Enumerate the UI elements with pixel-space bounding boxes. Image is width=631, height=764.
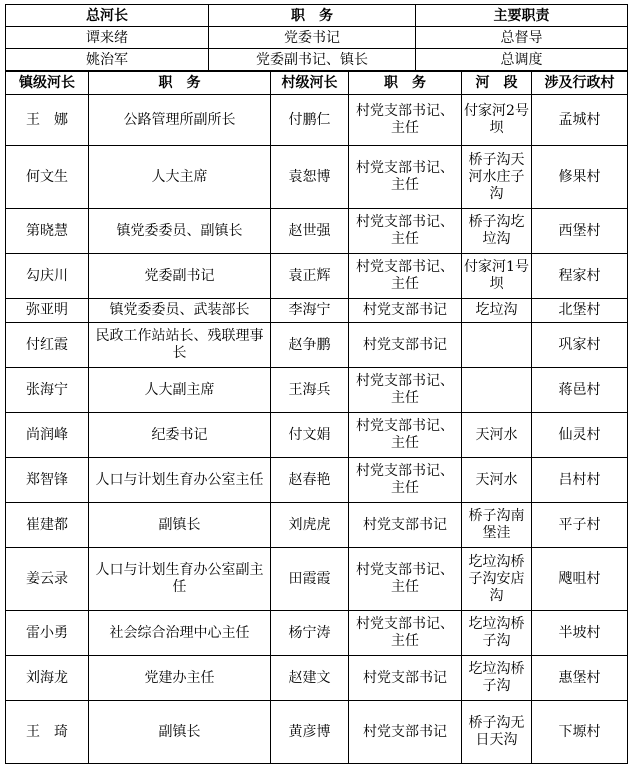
table-cell: 村党支部书记、主任 — [349, 146, 462, 209]
table-cell: 雷小勇 — [6, 611, 89, 656]
table-cell: 村党支部书记 — [349, 323, 462, 368]
table-row — [6, 27, 628, 49]
table-cell: 西堡村 — [532, 209, 628, 254]
table-cell: 公路管理所副所长 — [89, 95, 271, 146]
column-header: 总河长 — [6, 5, 209, 27]
table-cell: 村党支部书记、主任 — [349, 458, 462, 503]
table-cell: 村党支部书记 — [349, 299, 462, 323]
table-cell: 袁恕博 — [271, 146, 349, 209]
table-cell: 姚治军 — [6, 49, 209, 71]
table-cell: 村党支部书记、主任 — [349, 548, 462, 611]
table-cell: 镇党委委员、副镇长 — [89, 209, 271, 254]
table-row — [6, 701, 628, 764]
table-cell — [462, 368, 532, 413]
table-cell: 北堡村 — [532, 299, 628, 323]
table-row — [6, 323, 628, 368]
table-row — [6, 209, 628, 254]
table-cell: 半坡村 — [532, 611, 628, 656]
table-cell: 田霞霞 — [271, 548, 349, 611]
table-cell: 党委书记 — [209, 27, 416, 49]
table-cell: 村党支部书记、主任 — [349, 368, 462, 413]
table-cell: 勾庆川 — [6, 254, 89, 299]
table-row — [6, 368, 628, 413]
river-chief-assignment-table — [5, 71, 628, 764]
table-cell: 程家村 — [532, 254, 628, 299]
table-cell: 付家河1号坝 — [462, 254, 532, 299]
table-cell: 村党支部书记、主任 — [349, 95, 462, 146]
table-cell: 下塬村 — [532, 701, 628, 764]
table-cell: 党委副书记、镇长 — [209, 49, 416, 71]
table-cell: 何文生 — [6, 146, 89, 209]
column-header: 职 务 — [209, 5, 416, 27]
table-row — [6, 146, 628, 209]
table-cell: 孟城村 — [532, 95, 628, 146]
table-cell: 付文娟 — [271, 413, 349, 458]
table-cell: 郑智锋 — [6, 458, 89, 503]
table-cell: 社会综合治理中心主任 — [89, 611, 271, 656]
table-cell: 村党支部书记 — [349, 656, 462, 701]
table-cell: 民政工作站站长、残联理事长 — [89, 323, 271, 368]
table-cell: 平子村 — [532, 503, 628, 548]
table-cell: 村党支部书记、主任 — [349, 611, 462, 656]
table-cell: 第晓慧 — [6, 209, 89, 254]
table-row — [6, 49, 628, 71]
table-cell: 修果村 — [532, 146, 628, 209]
table-cell: 惠堡村 — [532, 656, 628, 701]
table-cell: 黄彦博 — [271, 701, 349, 764]
table-cell: 人大主席 — [89, 146, 271, 209]
table-cell: 谭来绪 — [6, 27, 209, 49]
table-cell: 桥子沟无日天沟 — [462, 701, 532, 764]
table-cell: 付鹏仁 — [271, 95, 349, 146]
table-cell: 桥子沟南堡洼 — [462, 503, 532, 548]
table-cell: 天河水 — [462, 458, 532, 503]
table-cell: 桥子沟天河水庄子沟 — [462, 146, 532, 209]
column-header: 职 务 — [349, 72, 462, 95]
table-cell: 赵争鹏 — [271, 323, 349, 368]
table-cell: 姜云录 — [6, 548, 89, 611]
table-cell: 王 娜 — [6, 95, 89, 146]
table-cell: 张海宁 — [6, 368, 89, 413]
table-cell: 李海宁 — [271, 299, 349, 323]
table-cell: 刘海龙 — [6, 656, 89, 701]
table-row — [6, 458, 628, 503]
table-cell: 副镇长 — [89, 503, 271, 548]
table-cell: 杨宁涛 — [271, 611, 349, 656]
table-cell: 圪垃沟桥子沟 — [462, 611, 532, 656]
table-row — [6, 656, 628, 701]
table-row — [6, 548, 628, 611]
table-row — [6, 299, 628, 323]
table-cell: 副镇长 — [89, 701, 271, 764]
table-cell: 尚润峰 — [6, 413, 89, 458]
table-cell: 王海兵 — [271, 368, 349, 413]
table-cell: 赵世强 — [271, 209, 349, 254]
table-row — [6, 503, 628, 548]
table-cell: 刘虎虎 — [271, 503, 349, 548]
table-header-row — [6, 5, 628, 27]
table-cell: 仙灵村 — [532, 413, 628, 458]
table-row — [6, 254, 628, 299]
column-header: 涉及行政村 — [532, 72, 628, 95]
table-cell: 党委副书记 — [89, 254, 271, 299]
table-cell: 人大副主席 — [89, 368, 271, 413]
table-cell: 村党支部书记 — [349, 701, 462, 764]
table-row — [6, 611, 628, 656]
column-header: 镇级河长 — [6, 72, 89, 95]
table-cell: 飕咀村 — [532, 548, 628, 611]
table-cell: 赵春艳 — [271, 458, 349, 503]
table-cell: 总督导 — [416, 27, 628, 49]
table-cell: 天河水 — [462, 413, 532, 458]
column-header: 主要职责 — [416, 5, 628, 27]
table-cell: 圪垃沟桥子沟安店沟 — [462, 548, 532, 611]
table-cell: 赵建文 — [271, 656, 349, 701]
column-header: 河 段 — [462, 72, 532, 95]
table-cell: 巩家村 — [532, 323, 628, 368]
table-cell: 付家河2号坝 — [462, 95, 532, 146]
table-cell: 付红霞 — [6, 323, 89, 368]
table-cell: 王 琦 — [6, 701, 89, 764]
table-cell: 桥子沟圪垃沟 — [462, 209, 532, 254]
table-cell: 总调度 — [416, 49, 628, 71]
table-cell: 村党支部书记、主任 — [349, 413, 462, 458]
table-cell: 党建办主任 — [89, 656, 271, 701]
table-cell: 圪垃沟 — [462, 299, 532, 323]
table-cell: 村党支部书记、主任 — [349, 254, 462, 299]
table-cell: 村党支部书记、主任 — [349, 209, 462, 254]
table-cell: 弥亚明 — [6, 299, 89, 323]
column-header: 村级河长 — [271, 72, 349, 95]
table-row — [6, 95, 628, 146]
table-row — [6, 413, 628, 458]
table-header-row — [6, 72, 628, 95]
table-cell: 袁正辉 — [271, 254, 349, 299]
table-cell: 村党支部书记 — [349, 503, 462, 548]
chief-river-chief-table — [5, 4, 628, 71]
column-header: 职 务 — [89, 72, 271, 95]
table-cell: 人口与计划生育办公室副主任 — [89, 548, 271, 611]
table-cell: 崔建都 — [6, 503, 89, 548]
table-cell: 镇党委委员、武装部长 — [89, 299, 271, 323]
table-cell: 纪委书记 — [89, 413, 271, 458]
table-cell: 圪垃沟桥子沟 — [462, 656, 532, 701]
table-cell: 人口与计划生育办公室主任 — [89, 458, 271, 503]
table-cell: 吕村村 — [532, 458, 628, 503]
table-cell — [462, 323, 532, 368]
table-cell: 蒋邑村 — [532, 368, 628, 413]
